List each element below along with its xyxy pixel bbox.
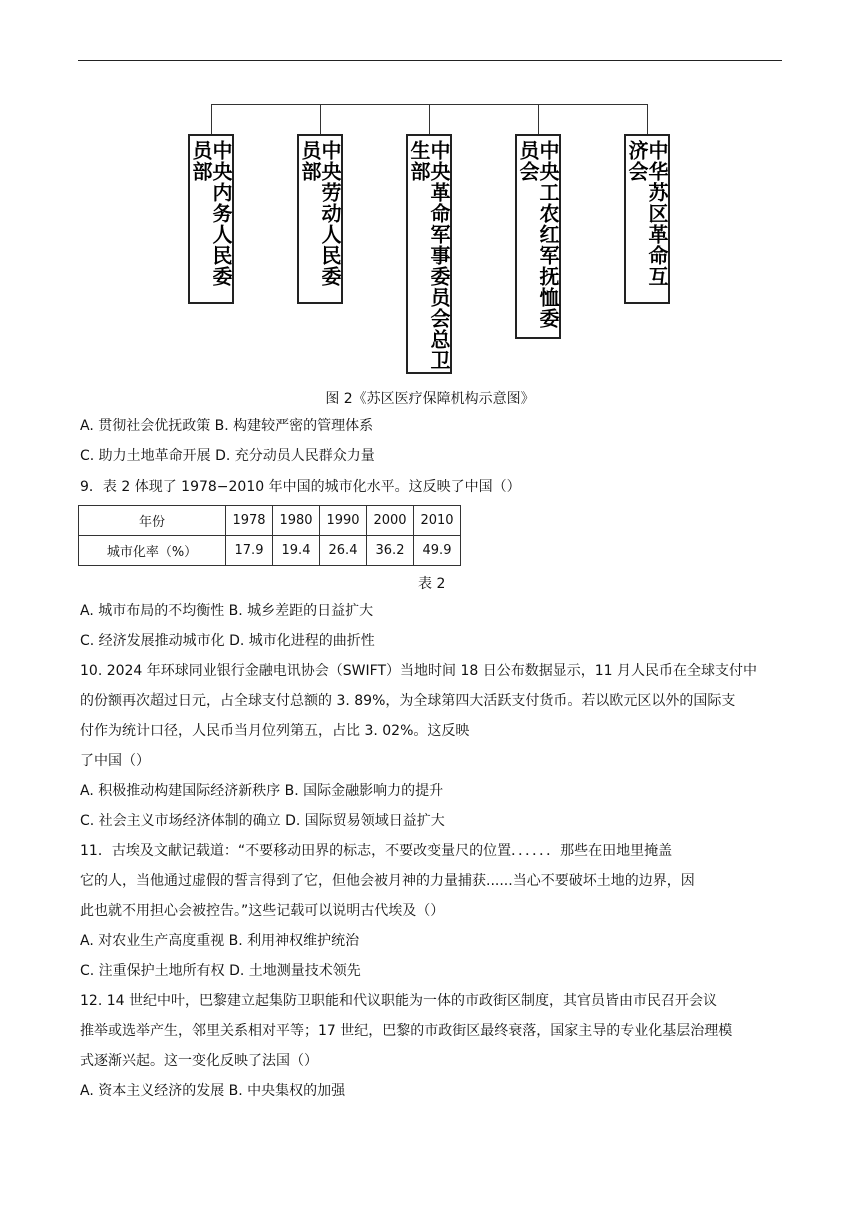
diagram-branch-2 xyxy=(320,104,321,134)
diagram-box-label: 中央劳动人民委员部 xyxy=(298,140,342,287)
diagram-box-mutual-aid xyxy=(624,134,670,304)
q12-line-2: 推举或选举产生，邻里关系相对平等；17 世纪，巴黎的市政街区最终衰落，国家主导的专业化基层治理模 xyxy=(80,1023,733,1039)
q10-line-3: 付作为统计口径，人民币当月位列第五，占比 3. 02%。这反映 xyxy=(80,723,470,739)
q11-options-cd: C. 注重保护土地所有权 D. 土地测量技术领先 xyxy=(80,963,361,979)
table-cell: 19.4 xyxy=(273,536,320,566)
q10-options-cd: C. 社会主义市场经济体制的确立 D. 国际贸易领域日益扩大 xyxy=(80,813,445,829)
q11-line-2: 它的人，当他通过虚假的誓言得到了它，但他会被月神的力量捕获......当心不要破坏土地的边界，因 xyxy=(80,873,695,889)
table-cell: 26.4 xyxy=(320,536,367,566)
diagram-box-labor xyxy=(297,134,343,304)
table-cell: 36.2 xyxy=(367,536,414,566)
q11-line-3: 此也就不用担心会被控告。”这些记载可以说明古代埃及（） xyxy=(80,903,445,919)
q12-line-3: 式逐渐兴起。这一变化反映了法国（） xyxy=(80,1053,318,1069)
diagram-box-label: 中央内务人民委员部 xyxy=(189,140,233,287)
table-caption: 表 2 xyxy=(418,576,446,592)
q9-options-cd: C. 经济发展推动城市化 D. 城市化进程的曲折性 xyxy=(80,633,375,649)
q11-line-1: 11．古埃及文献记载道：“不要移动田界的标志，不要改变量尺的位置．．．．．．那些在田地里掩盖 xyxy=(80,843,673,859)
q10-line-2: 的份额再次超过日元，占全球支付总额的 3. 89%，为全球第四大活跃支付货币。若以欧元区以外的国际支 xyxy=(80,693,736,709)
table-header-year: 年份 xyxy=(79,506,226,536)
table-row xyxy=(79,536,461,566)
table-cell: 2000 xyxy=(367,506,414,536)
table-cell: 49.9 xyxy=(414,536,461,566)
table-cell: 1980 xyxy=(273,506,320,536)
table-header-rate: 城市化率（%） xyxy=(79,536,226,566)
q10-line-4: 了中国（） xyxy=(80,753,150,769)
q10-line-1: 10. 2024 年环球同业银行金融电讯协会（SWIFT）当地时间 18 日公布数据显示，11 月人民币在全球支付中 xyxy=(80,663,757,679)
figure-caption: 图 2《苏区医疗保障机构示意图》 xyxy=(325,391,535,407)
q12-line-1: 12. 14 世纪中叶，巴黎建立起集防卫职能和代议职能为一体的市政街区制度，其官员皆由市民召开会议 xyxy=(80,993,717,1009)
q11-options-ab: A. 对农业生产高度重视 B. 利用神权维护统治 xyxy=(80,933,360,949)
q8-options-ab: A. 贯彻社会优抚政策 B. 构建较严密的管理体系 xyxy=(80,418,374,434)
table-cell: 17.9 xyxy=(226,536,273,566)
diagram-branch-5 xyxy=(647,104,648,134)
diagram-box-label: 中央工农红军抚恤委员会 xyxy=(516,140,560,329)
urbanization-table xyxy=(78,505,461,566)
table-cell: 1990 xyxy=(320,506,367,536)
q8-options-cd: C. 助力土地革命开展 D. 充分动员人民群众力量 xyxy=(80,448,375,464)
q12-options-ab: A. 资本主义经济的发展 B. 中央集权的加强 xyxy=(80,1083,346,1099)
diagram-box-label: 中央革命军事委员会总卫生部 xyxy=(407,140,451,371)
table-cell: 1978 xyxy=(226,506,273,536)
diagram-box-military-health xyxy=(406,134,452,374)
table-cell: 2010 xyxy=(414,506,461,536)
diagram-branch-4 xyxy=(538,104,539,134)
q10-options-ab: A. 积极推动构建国际经济新秩序 B. 国际金融影响力的提升 xyxy=(80,783,444,799)
diagram-box-label: 中华苏区革命互济会 xyxy=(625,140,669,287)
q9-stem: 9．表 2 体现了 1978−2010 年中国的城市化水平。这反映了中国（） xyxy=(80,479,521,495)
diagram-box-pension xyxy=(515,134,561,339)
diagram-box-internal-affairs xyxy=(188,134,234,304)
diagram-branch-1 xyxy=(211,104,212,134)
table-row xyxy=(79,506,461,536)
diagram-branch-3 xyxy=(429,104,430,134)
org-diagram xyxy=(0,0,860,380)
q9-options-ab: A. 城市布局的不均衡性 B. 城乡差距的日益扩大 xyxy=(80,603,374,619)
